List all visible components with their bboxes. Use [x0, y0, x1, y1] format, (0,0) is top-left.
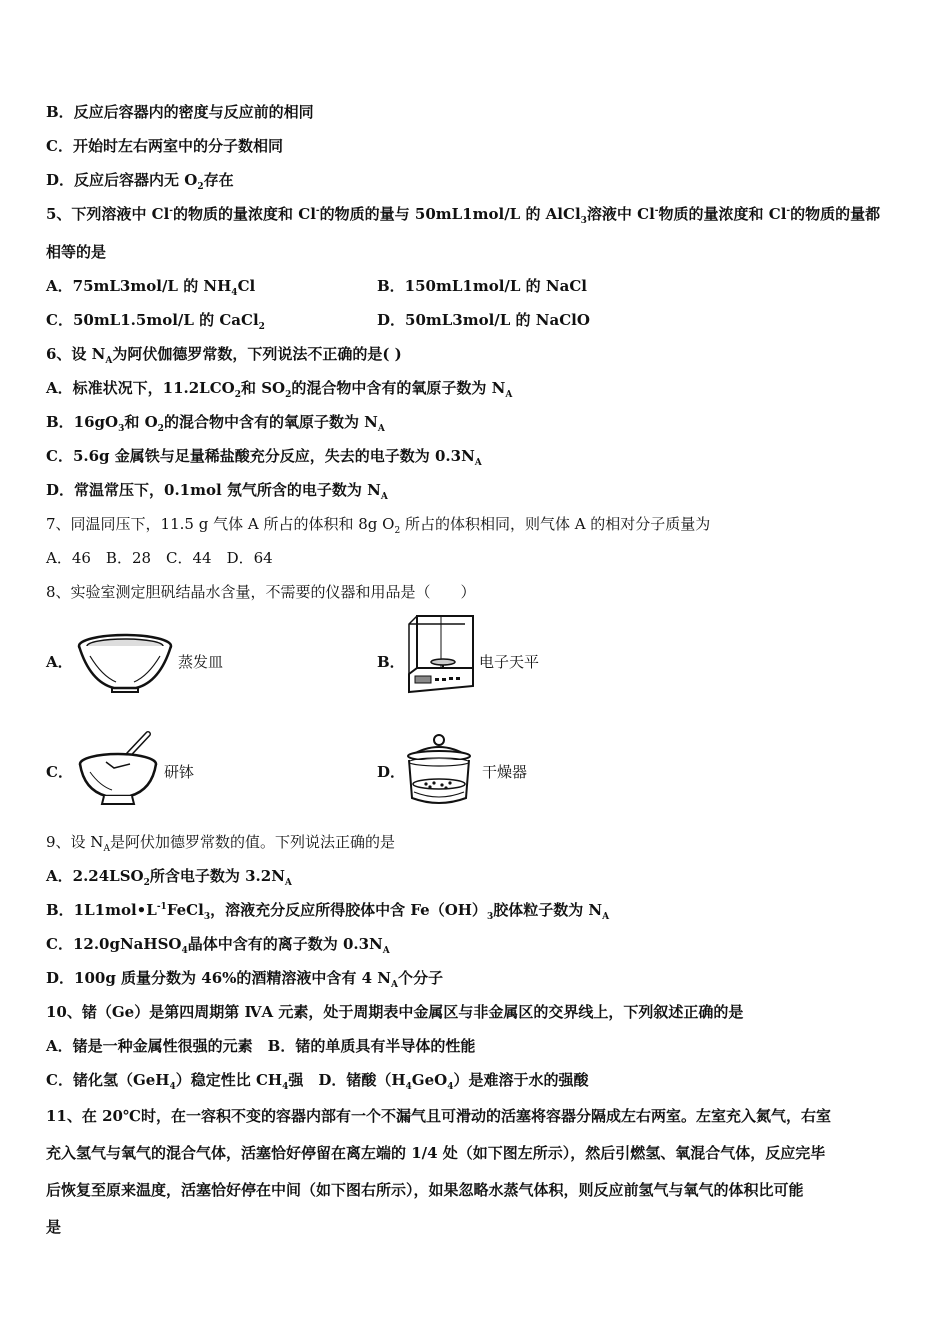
q5-option-a: A．75mL3mol/L 的 $NH_4Cl$ — [46, 277, 256, 298]
evaporating-dish-icon — [76, 630, 174, 694]
q6-option-d: D．常温常压下，0.1mol 氖气所含的电子数为 $N_A$ — [46, 481, 388, 502]
q9-stem: 9、设 $N_A$是阿伏加德罗常数的值。下列说法正确的是 — [46, 833, 395, 854]
q5-option-c: C．50mL1.5mol/L 的 CaCl$_2$ — [46, 311, 265, 332]
q5-stem: 5、下列溶液中 Cl-的物质的量浓度和 Cl-的物质的量与 50mL1mol/L 的 AlCl$_3$溶液中 Cl-物质的量浓度和 Cl-的物质的量都 — [46, 205, 881, 226]
q6-option-b: B．$16gO_3$和 $O_2$的混合物中含有的氧原子数为 $N_A$ — [46, 413, 385, 434]
q8-option-c-label: 研钵 — [164, 763, 195, 781]
q8-option-b-letter: B． — [377, 653, 405, 671]
q8-stem: 8、实验室测定胆矾结晶水含量，不需要的仪器和用品是（ ） — [46, 583, 476, 601]
q9-option-d: D．100g 质量分数为 46%的酒精溶液中含有 4 $N_A$个分子 — [46, 969, 443, 990]
q6-option-c: C．5.6g 金属铁与足量稀盐酸充分反应，失去的电子数为 $0.3N_A$ — [46, 447, 482, 468]
q8-option-d-label: 干燥器 — [482, 763, 528, 781]
q10-stem: 10、锗（Ge）是第四周期第 ⅣA 元素，处于周期表中金属区与非金属区的交界线上，下列叙述正确的是 — [46, 1003, 744, 1021]
q6-stem: 6、设 $N_A$为阿伏伽德罗常数，下列说法不正确的是( ) — [46, 345, 402, 366]
q5-stem-line2: 相等的是 — [46, 243, 107, 261]
q10-options-ab: A．锗是一种金属性很强的元素 B．锗的单质具有半导体的性能 — [46, 1037, 476, 1055]
q11-line2: 充入氢气与氧气的混合气体，活塞恰好停留在离左端的 1/4 处（如下图左所示），然后引燃氢、氧混合气体，反应完毕 — [46, 1144, 826, 1162]
q8-option-a-label: 蒸发皿 — [178, 653, 224, 671]
q11-line1: 11、在 20℃时，在一容积不变的容器内部有一个不漏气且可滑动的活塞将容器分隔成左右两室。左室充入氮气，右室 — [46, 1107, 831, 1125]
q4-option-b: B．反应后容器内的密度与反应前的相同 — [46, 103, 314, 121]
q11-line4: 是 — [46, 1218, 62, 1236]
q11-line3: 后恢复至原来温度，活塞恰好停在中间（如下图右所示），如果忽略水蒸气体积，则反应前氢气与氧气的体积比可能 — [46, 1181, 804, 1199]
q6-option-a: A．标准状况下，$11.2LCO_2$和 $SO_2$的混合物中含有的氧原子数为 $N_A$ — [46, 379, 513, 400]
q9-option-a: A．$2.24LSO_2$所含电子数为 $3.2N_A$ — [46, 867, 292, 888]
q9-option-c: C．12.0gNaHSO$_4$晶体中含有的离子数为 $0.3N_A$ — [46, 935, 390, 956]
q5-option-d: D．50mL3mol/L 的 NaClO — [377, 311, 590, 329]
mortar-pestle-icon — [76, 728, 160, 808]
q10-options-cd: C．锗化氢（GeH$_4$）稳定性比 $CH_4$强 D．锗酸$(H_4GeO_4)$是难溶于水的强酸 — [46, 1071, 589, 1092]
electronic-balance-icon — [405, 612, 477, 696]
q4-option-d: D．反应后容器内无 $O_2$存在 — [46, 171, 234, 192]
q4-option-c: C．开始时左右两室中的分子数相同 — [46, 137, 283, 155]
desiccator-icon — [404, 732, 474, 808]
q8-option-c-letter: C． — [46, 763, 73, 781]
q7-stem: 7、同温同压下，11.5 g 气体 A 所占的体积和 8g $O_2$ 所占的体积相同，则气体 A 的相对分子质量为 — [46, 515, 711, 536]
q5-option-b: B．150mL1mol/L 的 NaCl — [377, 277, 587, 295]
q9-option-b: B．$1L1mol•L^{-1}FeCl_3$，溶液充分反应所得胶体中含 $Fe(OH)_3$胶体粒子数为 $N_A$ — [46, 901, 610, 922]
q8-option-a-letter: A． — [46, 653, 73, 671]
q8-option-d-letter: D． — [377, 763, 406, 781]
q7-options: A．46 B．28 C．44 D．64 — [46, 549, 273, 567]
q8-option-b-label: 电子天平 — [479, 653, 540, 671]
